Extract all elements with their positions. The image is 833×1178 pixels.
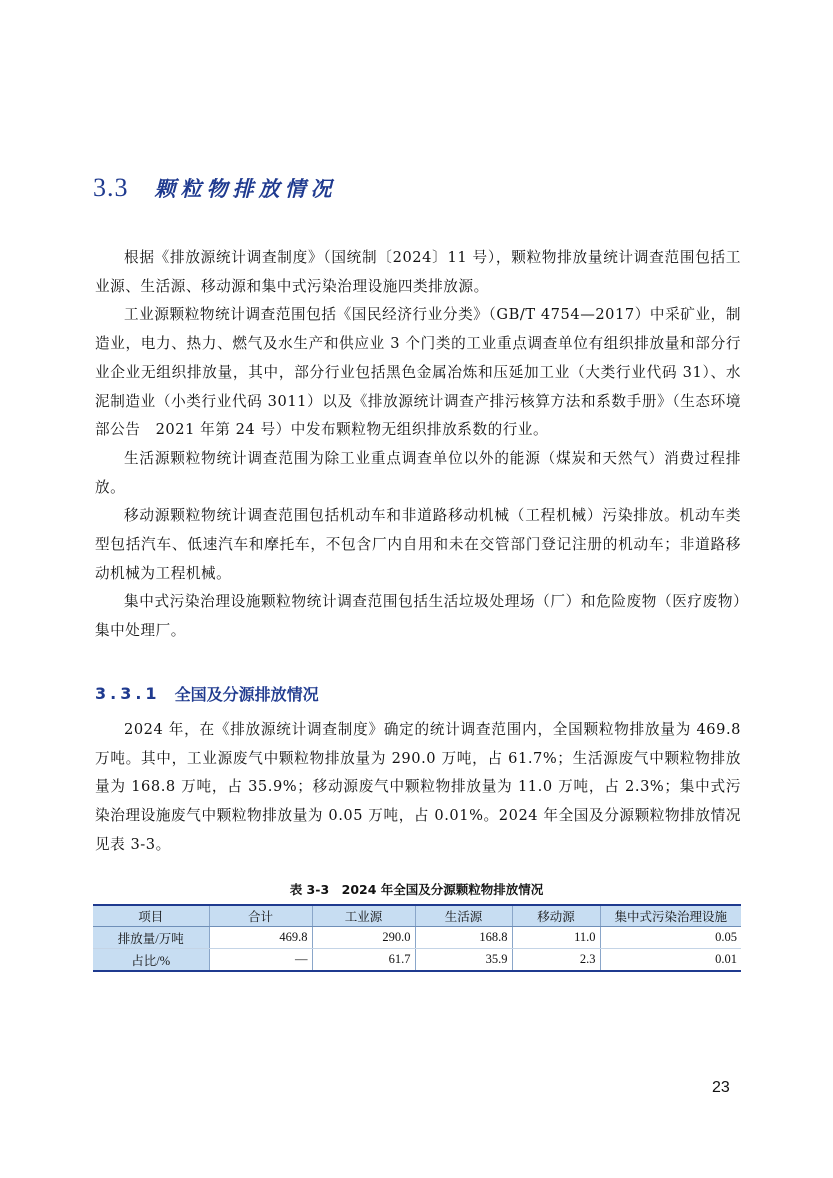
table-row: [93, 927, 741, 949]
table-cell: 0.05: [600, 927, 741, 949]
subsection-heading: [95, 680, 319, 706]
intro-text: [95, 244, 741, 646]
table-cell: 35.9: [415, 949, 512, 972]
table-row-label: 占比/%: [93, 949, 209, 972]
table-header-row: [93, 905, 741, 927]
section-title: 颗粒物排放情况: [154, 177, 337, 201]
table-header-cell: 移动源: [512, 905, 600, 927]
table-header-cell: 工业源: [312, 905, 415, 927]
table-cell: —: [209, 949, 312, 972]
paragraph: 生活源颗粒物统计调查范围为除工业重点调查单位以外的能源（煤炭和天然气）消费过程排放。: [95, 449, 741, 496]
emissions-table: [93, 904, 741, 972]
paragraph: 根据《排放源统计调查制度》（国统制〔2024〕11 号），颗粒物排放量统计调查范围包括工业源、生活源、移动源和集中式污染治理设施四类排放源。: [95, 249, 741, 295]
table-cell: 61.7: [312, 949, 415, 972]
table-cell: 11.0: [512, 927, 600, 949]
table-cell: 290.0: [312, 927, 415, 949]
page-number: 23: [712, 1079, 730, 1096]
paragraph: 移动源颗粒物统计调查范围包括机动车和非道路移动机械（工程机械）污染排放。机动车类型包括汽车、低速汽车和摩托车，不包含厂内自用和未在交管部门登记注册的机动车；非道路移动机械为工程机械。: [95, 507, 741, 582]
table-cell: 2.3: [512, 949, 600, 972]
section-heading: [93, 172, 337, 204]
table-header-cell: 项目: [93, 905, 209, 927]
table-header-cell: 合计: [209, 905, 312, 927]
paragraph: 工业源颗粒物统计调查范围包括《国民经济行业分类》（GB/T 4754—2017）中采矿业，制造业，电力、热力、燃气及水生产和供应业 3 个门类的工业重点调查单位有组织排放量和部分行业企业无组织排放量，其中，部分行业包括黑色金属冶炼和压延加工业（大类行业代码 31）、水泥制造业（小类行业代码 3011）以及《排放源统计调查产排污核算方法和系数手册》（生态环境部公告 2021 年第 24 号）中发布颗粒物无组织排放系数的行业。: [95, 306, 741, 439]
table-row: [93, 949, 741, 972]
section-number: 3.3: [93, 173, 129, 202]
paragraph: 集中式污染治理设施颗粒物统计调查范围包括生活垃圾处理场（厂）和危险废物（医疗废物）集中处理厂。: [95, 593, 741, 640]
table-header-cell: 集中式污染治理设施: [600, 905, 741, 927]
table-cell: 168.8: [415, 927, 512, 949]
subsection-text: [95, 716, 741, 860]
table-cell: 469.8: [209, 927, 312, 949]
table-caption: 表 3-3 2024 年全国及分源颗粒物排放情况: [289, 882, 544, 897]
paragraph: 2024 年，在《排放源统计调查制度》确定的统计调查范围内，全国颗粒物排放量为 469.8 万吨。其中，工业源废气中颗粒物排放量为 290.0 万吨，占 61.7%；生活源废气中颗粒物排放量为 168.8 万吨，占 35.9%；移动源废气中颗粒物排放量为 11.0 万吨，占 2.3%；集中式污染治理设施废气中颗粒物排放量为 0.05 万吨，占 0.01%。2024 年全国及分源颗粒物排放情况见表 3-3。: [95, 721, 741, 853]
table-row-label: 排放量/万吨: [93, 927, 209, 949]
subsection-title: 全国及分源排放情况: [174, 684, 319, 704]
subsection-number: 3.3.1: [95, 683, 161, 703]
table-header-cell: 生活源: [415, 905, 512, 927]
table-cell: 0.01: [600, 949, 741, 972]
